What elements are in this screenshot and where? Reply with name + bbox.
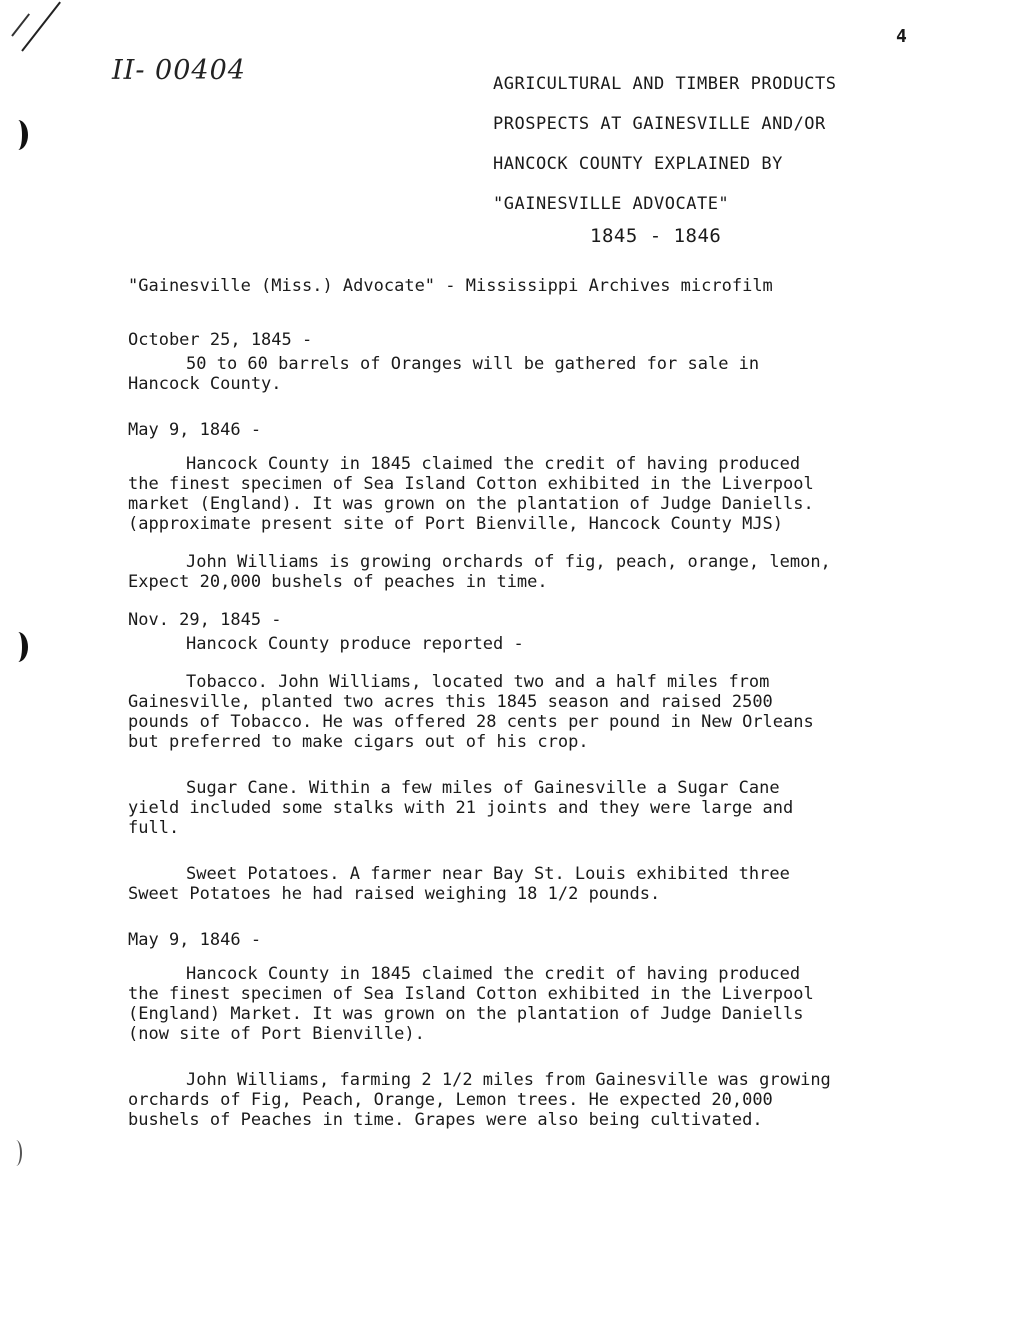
- year-range: 1845 - 1846: [590, 225, 722, 247]
- title-line: HANCOCK COUNTY EXPLAINED BY: [493, 154, 783, 174]
- entry-nov-29-1845: [128, 610, 968, 904]
- title-line: AGRICULTURAL AND TIMBER PRODUCTS: [493, 74, 837, 94]
- entry-may-9-1846: [128, 420, 968, 592]
- punch-hole-mark: [8, 120, 28, 150]
- pen-slash-mark-small: [11, 13, 30, 36]
- punch-hole-mark: [8, 632, 28, 662]
- entry-subheading: Hancock County produce reported -: [186, 634, 524, 654]
- title-line: PROSPECTS AT GAINESVILLE AND/OR: [493, 114, 826, 134]
- document-id: II- 00404: [112, 55, 246, 86]
- entry-date: May 9, 1846 -: [128, 420, 262, 440]
- entry-paragraph: Hancock County in 1845 claimed the credit of having produced the finest specimen of Sea Island Cotton exhibited in the Liverpool market (England). It was grown on the plantation of Judge Daniells. (approximate present site of Port Bienville, Hancock County MJS): [128, 454, 814, 534]
- entry-date: May 9, 1846 -: [128, 930, 262, 950]
- entries: [128, 330, 968, 1138]
- entry-paragraph: Hancock County in 1845 claimed the credit of having produced the finest specimen of Sea Island Cotton exhibited in the Liverpool (England) Market. It was grown on the plantation of Judge Daniells (now site of Port Bienville).: [128, 964, 814, 1044]
- entry-may-9-1846-repeat: [128, 930, 968, 1130]
- source-citation: "Gainesville (Miss.) Advocate" - Mississippi Archives microfilm: [128, 276, 773, 296]
- entry-paragraph: Tobacco. John Williams, located two and a half miles from Gainesville, planted two acres this 1845 season and raised 2500 pounds of Tobacco. He was offered 28 cents per pound in New Orleans but preferred to make cigars out of his crop.: [128, 672, 814, 752]
- entry-date: October 25, 1845 -: [128, 330, 313, 350]
- entry-paragraph: John Williams, farming 2 1/2 miles from Gainesville was growing orchards of Fig, Peach, Orange, Lemon trees. He expected 20,000 bushels of Peaches in time. Grapes were also being cultivated.: [128, 1070, 831, 1130]
- entry-date: Nov. 29, 1845 -: [128, 610, 282, 630]
- entry-paragraph: John Williams is growing orchards of fig, peach, orange, lemon, Expect 20,000 bushels of peaches in time.: [128, 552, 831, 592]
- entry-paragraph: 50 to 60 barrels of Oranges will be gathered for sale in Hancock County.: [128, 354, 760, 394]
- entry-oct-25-1845: [128, 330, 968, 394]
- entry-paragraph: Sugar Cane. Within a few miles of Gainesville a Sugar Cane yield included some stalks with 21 joints and they were large and full.: [128, 778, 794, 838]
- title-line: "GAINESVILLE ADVOCATE": [493, 194, 730, 214]
- pen-slash-mark: [21, 2, 61, 52]
- entry-paragraph: Sweet Potatoes. A farmer near Bay St. Louis exhibited three Sweet Potatoes he had raised weighing 18 1/2 pounds.: [128, 864, 790, 904]
- punch-hole-mark: [10, 1140, 22, 1166]
- page-number: 4: [896, 26, 907, 47]
- document-title: [493, 64, 913, 224]
